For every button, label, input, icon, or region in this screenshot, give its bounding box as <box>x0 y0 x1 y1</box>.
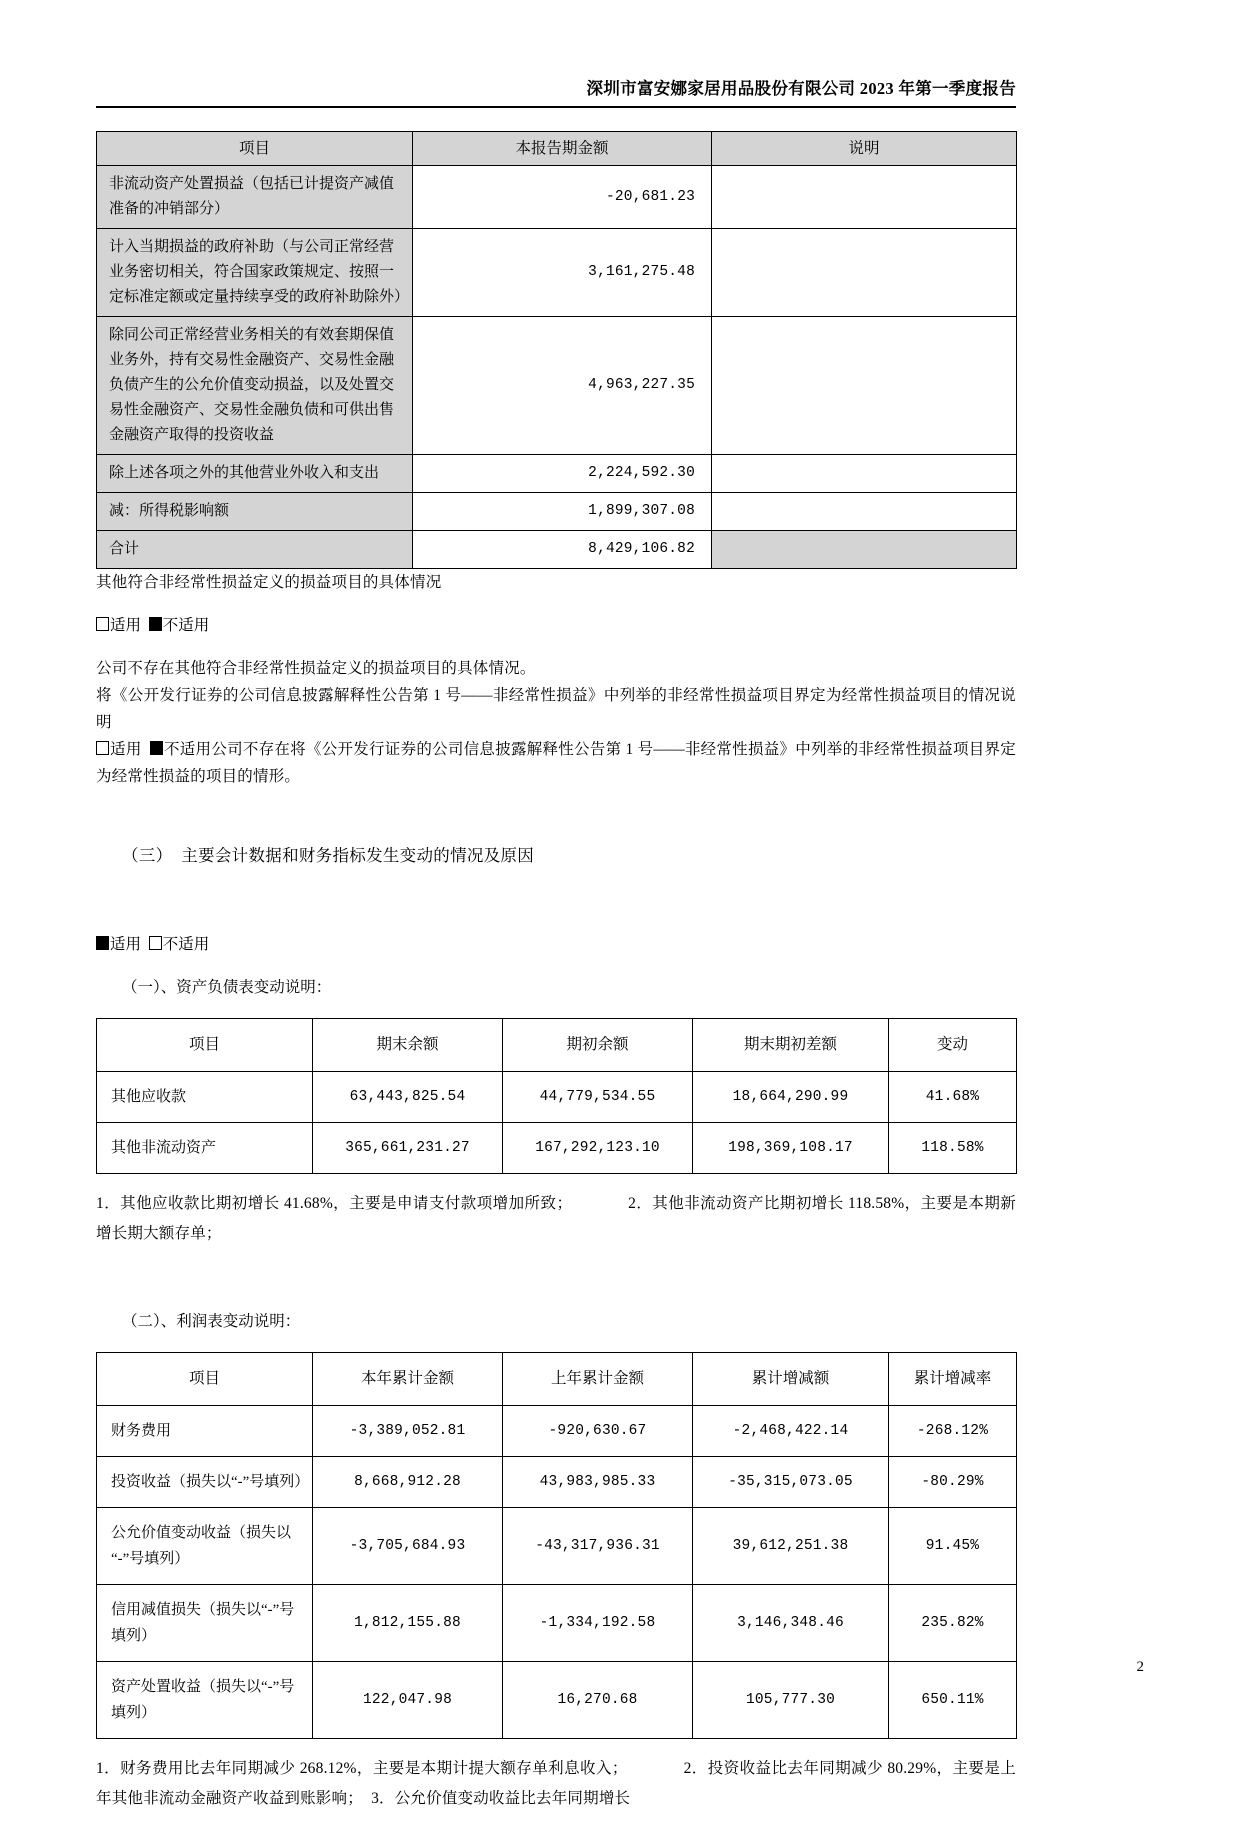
row-ending-balance: 63,443,825.54 <box>313 1071 503 1122</box>
column-header-current-year: 本年累计金额 <box>313 1352 503 1405</box>
row-item-label: 计入当期损益的政府补助（与公司正常经营业务密切相关，符合国家政策规定、按照一定标准定额或定量持续享受的政府补助除外） <box>97 229 413 317</box>
other-items-heading: 其他符合非经常性损益定义的损益项目的具体情况 <box>96 574 442 591</box>
row-change-rate: 41.68% <box>889 1071 1017 1122</box>
row-item-label: 非流动资产处置损益（包括已计提资产减值准备的冲销部分） <box>97 166 413 229</box>
checkbox-not-applicable-checked[interactable] <box>149 617 162 631</box>
table-row <box>97 455 1017 493</box>
checkbox-not-applicable-unchecked[interactable] <box>149 936 162 950</box>
balance-sheet-subtitle: （一）、资产负债表变动说明： <box>122 979 332 996</box>
row-current-year: -3,705,684.93 <box>313 1507 503 1584</box>
income-statement-table <box>96 1352 1017 1739</box>
income-note-2: 2．投资收益比去年同期减少 80.29%，主要是上年其他非流动金融资产收益到账影响； <box>96 1760 1016 1807</box>
row-change-rate: -268.12% <box>889 1405 1017 1456</box>
row-item-label: 减：所得税影响额 <box>97 493 413 531</box>
row-item-label: 信用减值损失（损失以“-”号填列） <box>97 1584 313 1661</box>
row-change-rate: 235.82% <box>889 1584 1017 1661</box>
label-not-applicable: 不适用 <box>163 741 212 758</box>
table-row <box>97 1584 1017 1661</box>
row-item-label: 除上述各项之外的其他营业外收入和支出 <box>97 455 413 493</box>
section-three-applicability <box>96 931 1016 959</box>
column-header-amount: 本报告期金额 <box>413 132 712 166</box>
spacer <box>96 1265 1016 1293</box>
page-header <box>96 78 1016 108</box>
income-note-3: 3．公允价值变动收益比去年同期增长 <box>371 1790 631 1807</box>
row-note <box>712 531 1017 569</box>
balance-sheet-table <box>96 1018 1017 1174</box>
checkbox-applicable-checked[interactable] <box>96 936 109 950</box>
table-row <box>97 229 1017 317</box>
row-item-label: 财务费用 <box>97 1405 313 1456</box>
row-change-rate: 650.11% <box>889 1661 1017 1738</box>
row-previous-year: -1,334,192.58 <box>503 1584 693 1661</box>
section-three-number: （三） <box>122 845 173 865</box>
row-note <box>712 455 1017 493</box>
table-total-row <box>97 531 1017 569</box>
table-row <box>97 317 1017 455</box>
row-previous-year: -43,317,936.31 <box>503 1507 693 1584</box>
table-row <box>97 1122 1017 1173</box>
row-item-label: 其他应收款 <box>97 1071 313 1122</box>
row-change-amount: -35,315,073.05 <box>693 1456 889 1507</box>
section-three-title: 主要会计数据和财务指标发生变动的情况及原因 <box>181 845 535 865</box>
row-amount: 1,899,307.08 <box>413 493 712 531</box>
row-item-label: 其他非流动资产 <box>97 1122 313 1173</box>
other-items-statement: 公司不存在其他符合非经常性损益定义的损益项目的具体情况。 <box>96 660 536 677</box>
column-header-change-amount: 累计增减额 <box>693 1352 889 1405</box>
definition-paragraph: 将《公开发行证券的公司信息披露解释性公告第 1 号——非经常性损益》中列举的非经常性损益项目界定为经常性损益项目的情况说明 <box>96 687 1016 731</box>
row-item-label: 公允价值变动收益（损失以“-”号填列） <box>97 1507 313 1584</box>
column-header-beginning-balance: 期初余额 <box>503 1018 693 1071</box>
spacer <box>96 790 1016 824</box>
row-change-amount: -2,468,422.14 <box>693 1405 889 1456</box>
column-header-previous-year: 上年累计金额 <box>503 1352 693 1405</box>
income-statement-notes <box>96 1754 1016 1814</box>
row-current-year: 122,047.98 <box>313 1661 503 1738</box>
table-header-row <box>97 1352 1017 1405</box>
table-row <box>97 493 1017 531</box>
table-row <box>97 1456 1017 1507</box>
income-note-1: 1．财务费用比去年同期减少 268.12%，主要是本期计提大额存单利息收入； <box>96 1760 628 1777</box>
label-not-applicable: 不适用 <box>162 935 210 953</box>
row-current-year: 8,668,912.28 <box>313 1456 503 1507</box>
balance-sheet-notes <box>96 1189 1016 1249</box>
row-change-rate: 118.58% <box>889 1122 1017 1173</box>
column-header-item: 项目 <box>97 1352 313 1405</box>
column-header-item: 项目 <box>97 132 413 166</box>
row-change-amount: 105,777.30 <box>693 1661 889 1738</box>
label-not-applicable: 不适用 <box>162 616 210 634</box>
column-header-change: 变动 <box>889 1018 1017 1071</box>
row-item-label: 资产处置收益（损失以“-”号填列） <box>97 1661 313 1738</box>
row-note <box>712 317 1017 455</box>
row-beginning-balance: 44,779,534.55 <box>503 1071 693 1122</box>
balance-sheet-note-2: 2．其他非流动资产比期初增长 118.58%，主要是本期新增长期大额存单； <box>96 1195 1016 1242</box>
column-header-note: 说明 <box>712 132 1017 166</box>
table-header-row <box>97 1018 1017 1071</box>
column-header-ending-balance: 期末余额 <box>313 1018 503 1071</box>
definition-answer-text: 公司不存在将《公开发行证券的公司信息披露解释性公告第 1 号——非经常性损益》中列举的非经常性损益项目界定为经常性损益的项目的情形。 <box>96 741 1016 785</box>
row-amount: 2,224,592.30 <box>413 455 712 493</box>
row-difference: 18,664,290.99 <box>693 1071 889 1122</box>
table-row <box>97 1507 1017 1584</box>
row-current-year: -3,389,052.81 <box>313 1405 503 1456</box>
row-ending-balance: 365,661,231.27 <box>313 1122 503 1173</box>
row-previous-year: 43,983,985.33 <box>503 1456 693 1507</box>
header-title: 深圳市富安娜家居用品股份有限公司 2023 年第一季度报告 <box>586 79 1016 98</box>
balance-sheet-note-1: 1．其他应收款比期初增长 41.68%，主要是申请支付款项增加所致； <box>96 1195 573 1212</box>
nonrecurring-items-table <box>96 131 1017 569</box>
column-header-item: 项目 <box>97 1018 313 1071</box>
header-divider <box>96 106 1016 108</box>
label-applicable: 适用 <box>110 935 142 953</box>
row-previous-year: -920,630.67 <box>503 1405 693 1456</box>
row-amount: 8,429,106.82 <box>413 531 712 569</box>
row-change-rate: 91.45% <box>889 1507 1017 1584</box>
income-statement-subtitle: （二）、利润表变动说明： <box>122 1313 301 1330</box>
page-number: 2 <box>1136 1659 1144 1675</box>
column-header-change-rate: 累计增减率 <box>889 1352 1017 1405</box>
row-note <box>712 229 1017 317</box>
table-row <box>97 1661 1017 1738</box>
spacer <box>96 887 1016 915</box>
table-row <box>97 166 1017 229</box>
row-item-label: 投资收益（损失以“-”号填列） <box>97 1456 313 1507</box>
table-header-row <box>97 132 1017 166</box>
row-item-label: 除同公司正常经营业务相关的有效套期保值业务外，持有交易性金融资产、交易性金融负债产生的公允价值变动损益，以及处置交易性金融资产、交易性金融负债和可供出售金融资产取得的投资收益 <box>97 317 413 455</box>
row-change-amount: 3,146,348.46 <box>693 1584 889 1661</box>
column-header-difference: 期末期初差额 <box>693 1018 889 1071</box>
checkbox-applicable-unchecked[interactable] <box>96 617 109 631</box>
row-amount: 3,161,275.48 <box>413 229 712 317</box>
row-change-amount: 39,612,251.38 <box>693 1507 889 1584</box>
checkbox-applicable-unchecked[interactable] <box>96 741 109 755</box>
row-note <box>712 493 1017 531</box>
page-content <box>96 131 1016 1830</box>
label-applicable: 适用 <box>110 741 142 758</box>
table-row <box>97 1405 1017 1456</box>
row-note <box>712 166 1017 229</box>
row-difference: 198,369,108.17 <box>693 1122 889 1173</box>
row-beginning-balance: 167,292,123.10 <box>503 1122 693 1173</box>
other-items-applicability <box>96 612 1016 640</box>
definition-answer-line <box>96 736 1016 790</box>
checkbox-not-applicable-checked[interactable] <box>150 741 163 755</box>
section-three-heading <box>96 841 1016 871</box>
row-item-label: 合计 <box>97 531 413 569</box>
row-amount: 4,963,227.35 <box>413 317 712 455</box>
label-applicable: 适用 <box>110 616 142 634</box>
row-amount: -20,681.23 <box>413 166 712 229</box>
table-row <box>97 1071 1017 1122</box>
row-current-year: 1,812,155.88 <box>313 1584 503 1661</box>
row-change-rate: -80.29% <box>889 1456 1017 1507</box>
row-previous-year: 16,270.68 <box>503 1661 693 1738</box>
